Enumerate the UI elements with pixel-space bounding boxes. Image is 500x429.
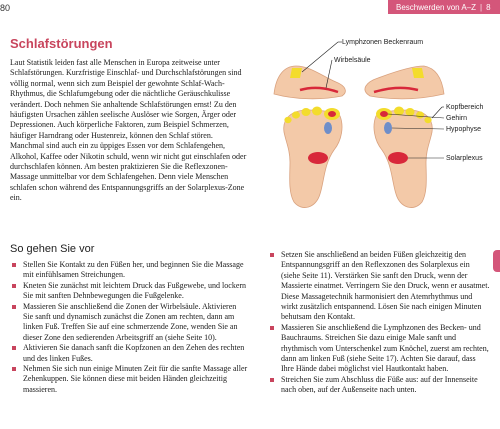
lymph-zone-left [290, 68, 302, 78]
brain-zone-right [380, 111, 388, 117]
sole-view-feet [284, 107, 433, 208]
list-item: Streichen Sie zum Abschluss die Füße aus: auf der Innenseite nach oben, auf der Außenseite nach unten. [268, 375, 490, 396]
left-foot-side [274, 66, 345, 99]
list-item: Nehmen Sie sich nun einige Minuten Zeit für die sanfte Massage aller Zehenkuppen. Sie können diese mit beiden Händen gleichzeitig massieren. [10, 364, 248, 395]
head-zone-toe [424, 117, 431, 123]
right-foot-side [365, 66, 444, 99]
list-item: Setzen Sie anschließend an beiden Füßen gleichzeitig den Entspannungsgriff an den Reflexzonen des Solarplexus ein (siehe Seite 11). Verstärken Sie sanft den Druck, wenn der Massierte einatmet. Verringern Sie den Druck, wenn er ausatmet. Diese Massagetechnik harmonisiert den Atemrhythmus und wirkt zusätzlich entspannend. Lösen Sie nach einigen Minuten behutsam den Kontakt. [268, 250, 490, 323]
header-separator: | [480, 2, 483, 12]
solar-plexus-zone-left [308, 152, 328, 164]
page-title: Schlafstörungen [10, 36, 113, 51]
chapter-number: 8 [486, 2, 491, 12]
head-zone-toe [292, 111, 300, 118]
list-item: Stellen Sie Kontakt zu den Füßen her, und beginnen Sie die Massage mit einfühlsamen Streichungen. [10, 260, 248, 281]
head-zone-toe [284, 117, 291, 123]
head-zone-toe [312, 107, 322, 116]
thumb-index-tab [493, 250, 500, 272]
leader-line-head [432, 107, 442, 118]
label-lymph: Lymphzonen Beckenraum [342, 39, 424, 46]
foot-reflex-diagram [262, 32, 498, 232]
label-brain: Gehirn [446, 115, 468, 122]
list-item: Massieren Sie anschließend die Zonen der Wirbelsäule. Aktivieren Sie sanft und dynamisch zunächst die Zonen am rechten, dann am linken Fuß. Treffen Sie auf eine schmerzende Zone, wenden Sie an dieser Zone den sedierenden Arbeitsgriff an (siehe Seite 10). [10, 302, 248, 344]
head-zone-toe [416, 111, 424, 118]
head-zone-toe [406, 108, 415, 116]
label-pituitary: Hypophyse [446, 126, 482, 133]
brain-zone-left [328, 111, 336, 117]
section-header-bar [388, 0, 500, 14]
head-zone-toe [394, 107, 404, 116]
label-solar: Solarplexus [446, 155, 483, 162]
page-number: 80 [0, 3, 11, 13]
label-head: Kopfbereich [446, 104, 484, 111]
side-view-feet [274, 66, 444, 99]
list-item: Kneten Sie zunächst mit leichtem Druck das Fußgewebe, und lockern Sie mit sanften Dehnbewegungen die Fußgelenke. [10, 281, 248, 302]
steps-heading: So gehen Sie vor [10, 243, 95, 255]
label-spine: Wirbelsäule [334, 57, 371, 64]
solar-plexus-zone-right [388, 152, 408, 164]
head-zone-toe [302, 108, 311, 116]
intro-text: Laut Statistik leiden fast alle Menschen in Europa zeitweise unter Schlafstörungen. Kurzfristige Einschlaf- und Durchschlafstörungen sind völlig normal, wenn sich zum Beispiel der gewohnte Schlaf-Wach-Rhythmus, die Schlafumgebung oder die nächtliche Geräuschkulisse verändert. Doch nehmen Sie anhaltende Schlafstörungen ernst! Zu den häufigsten Ursachen zählen seelische Auslöser wie Sorgen, Ärger oder Depressionen. Auch körperliche Faktoren, zum Beispiel Schmerzen, häufiger Harndrang oder Hustenreiz, können den Schlaf stören. Manchmal sind auch ein zu üppiges Essen vor dem Schlafengehen, Alkohol, Kaffee oder Nikotin schuld, wenn wir nicht gut einschlafen oder durchschlafen können. Am besten praktizieren Sie die Reflexzonen-Massage unmittelbar vor dem Schlafengehen. Denn viele Menschen schlafen schon während des Entspannungsgriffs an der Solarplexus-Zone ein. [10, 58, 247, 203]
list-item: Massieren Sie anschließend die Lymphzonen des Becken- und Bauchraums. Streichen Sie dazu einige Male sanft und rhythmisch vom Unterschenkel zum Knöchel, zuerst am rechten, dann am linken Fuß (siehe Seite 17). Achten Sie darauf, dass Ihre Hände dabei möglichst viel Hautkontakt haben. [268, 323, 490, 375]
section-title: Beschwerden von A–Z [396, 2, 477, 12]
pituitary-zone-right [384, 122, 392, 134]
steps-list-right [268, 250, 490, 396]
pituitary-zone-left [324, 122, 332, 134]
lymph-zone-right [412, 68, 424, 78]
leader-line-lymph [302, 42, 338, 72]
steps-list-left [10, 260, 248, 395]
list-item: Aktivieren Sie danach sanft die Kopfzonen an den Zehen des rechten und des linken Fußes. [10, 343, 248, 364]
